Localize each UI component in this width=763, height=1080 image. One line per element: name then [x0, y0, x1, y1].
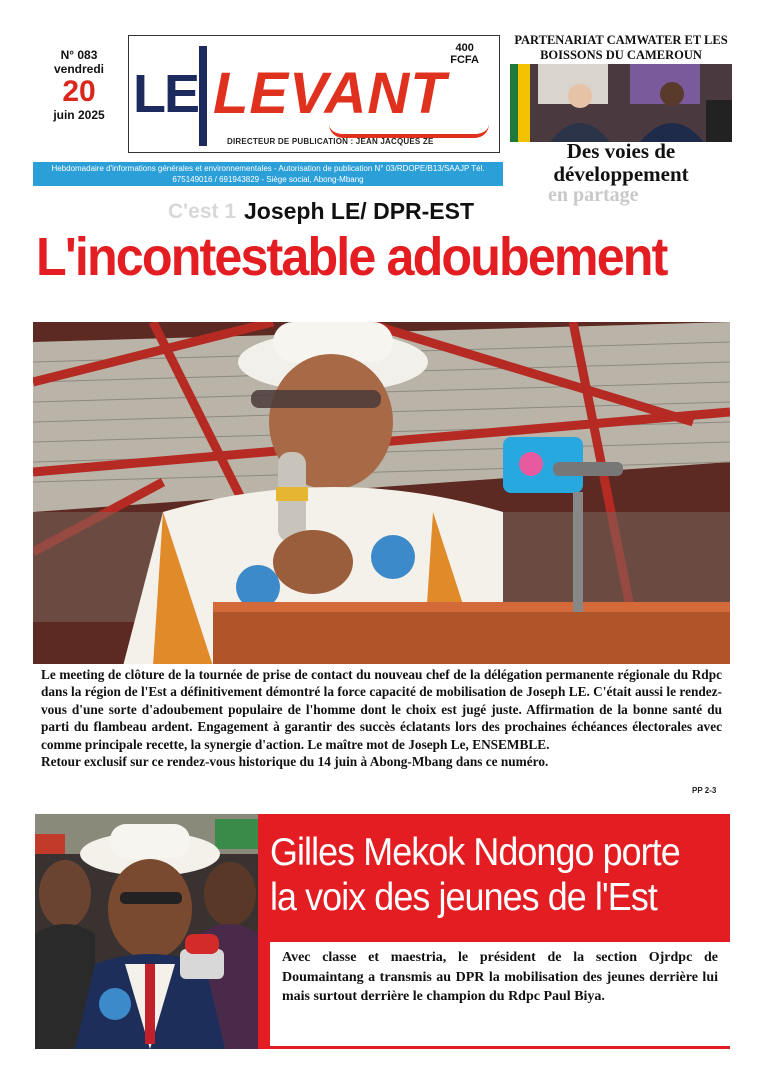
caption-body: Le meeting de clôture de la tournée de prise de contact du nouveau chef de la délégation permanente régionale du Rdpc dans la région de l'Est a définitivement démontré la force capacité de mobilisation de Joseph LE. C'était aussi le rendez-vous d'une sorte d'adoubement populaire de l'homme dont le choix est jugé juste. Affirmation de la bonne santé du parti du flambeau ardent. Engagement à garantir des succès éclatants lors des prochaines échéances électorales avec comme principale recette, la synergie d'action. Le maître mot de Joseph Le, ENSEMBLE. [41, 667, 722, 752]
logo-divider [199, 46, 207, 146]
teaser-ghost-text: en partage [548, 184, 639, 206]
second-story-title [270, 830, 689, 920]
publication-info-strip: Hebdomadaire d'informations générales et environnementales - Autorisation de publication N° 03/RDOPE/B13/SAAJP Tél. 675149016 / 691943829 - Siège social, Abong-Mbang [33, 162, 503, 186]
main-photo [33, 322, 730, 666]
logo-le: LE [133, 64, 199, 124]
logo-levant: LEVANT [213, 61, 447, 126]
teaser-headline: PARTENARIAT CAMWATER ET LES BOISSONS DU CAMEROUN [514, 33, 728, 62]
teaser-photo-illustration [510, 64, 732, 142]
publication-director: DIRECTEUR DE PUBLICATION : JEAN JACQUES ZE [227, 137, 434, 146]
main-photo-illustration [33, 322, 730, 666]
page-reference: PP 2-3 [692, 786, 717, 795]
second-title-line2: la voix des jeunes de l'Est [270, 876, 657, 919]
teaser-subtitle: Des voies de développement [553, 139, 689, 186]
main-caption [33, 664, 730, 800]
price-tag [450, 42, 479, 66]
issue-month: juin 2025 [53, 108, 105, 122]
issue-number: N° 083 [60, 48, 98, 62]
ghost-kicker: C'est 1 [168, 200, 237, 223]
teaser-photo [510, 64, 732, 142]
caption-last-line: Retour exclusif sur ce rendez-vous historique du 14 juin à Abong-Mbang dans ce numéro. [41, 754, 549, 770]
logo-swoosh-icon [329, 124, 489, 138]
price-amount: 400 [455, 42, 474, 54]
price-currency: FCFA [450, 54, 479, 66]
masthead-logo [128, 35, 500, 153]
second-photo-illustration [35, 814, 258, 1049]
second-story-text: Avec classe et maestria, le président de la section Ojrdpc de Doumaintang a transmis au DPR la mobilisation des jeunes derrière lui mais surtout derrière le champion du Rdpc Paul Biya. [270, 942, 730, 1046]
second-story-photo [35, 814, 258, 1049]
main-headline: L'incontestable adoubement [36, 227, 667, 287]
story-kicker: Joseph LE/ DPR-EST [244, 198, 475, 224]
issue-day: 20 [62, 75, 96, 108]
issue-info [48, 48, 110, 122]
issue-weekday: vendredi [53, 62, 104, 76]
second-title-line1: Gilles Mekok Ndongo porte [270, 831, 680, 874]
